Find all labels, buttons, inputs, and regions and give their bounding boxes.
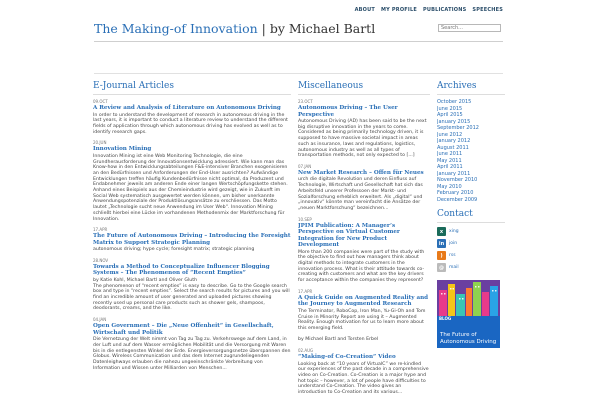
post-excerpt: Looking back at “10 years of VirtualC” we re-kindled our experiences of the past decade in a comprehensive video on Co-Creation. Co-Creation is a major hype and hot topic – however, a lot of people have difficulties to understand Co-Creation. The video gives an introduction to Co-Creation and its various... (298, 361, 429, 396)
contact-label: join (449, 241, 458, 246)
ejournal-post (93, 140, 291, 222)
post-date: 04.JAN (93, 317, 107, 323)
search-input[interactable] (438, 24, 501, 32)
post-excerpt: More than 200 companies were part of the study with the objective to find out how managers think about digital methods to integrate customers in the innovation process. What is their attitude towards co-creating with customers and what are the key drivers for acceptance within the companies they represent? (298, 249, 425, 284)
nav-publications[interactable]: PUBLICATIONS (422, 7, 467, 13)
ejournal-post (93, 99, 291, 135)
nav-about[interactable]: ABOUT (354, 7, 375, 13)
post-title-link[interactable]: “Making-of Co-Creation” Video (298, 354, 396, 361)
site-byline: by Michael Bartl (269, 21, 376, 36)
misc-column (298, 81, 430, 400)
ejournal-heading: E-Journal Articles (93, 81, 291, 95)
archive-link[interactable]: April 2011 (437, 164, 463, 170)
misc-post (298, 348, 430, 396)
post-title-link[interactable]: New Market Research – Offen für Neues (298, 169, 424, 176)
contact-linkedin[interactable] (437, 239, 505, 248)
post-title-link[interactable]: A Quick Guide on Augmented Reality and the Journey to Augmented Research (298, 294, 429, 308)
ejournal-post (93, 317, 291, 371)
archive-link[interactable]: September 2012 (437, 125, 479, 131)
archive-link[interactable]: October 2015 (437, 99, 472, 105)
linkedin-icon: in (438, 240, 445, 247)
post-date: 07.JAN (298, 163, 312, 169)
post-title-link[interactable]: Autonomous Driving – The User Perspective (298, 105, 398, 118)
promo-banner[interactable] (437, 280, 500, 348)
contact-rss[interactable] (437, 251, 505, 260)
post-title-link[interactable]: JPIM Publication: A Manager’s Perspective on Virtual Customer Integration for New Product Development (298, 222, 400, 249)
contact-mail[interactable] (437, 263, 505, 272)
post-excerpt: Die Vernetzung der Welt nimmt von Tag zu Tag zu. Verkehrswege auf dem Land, in der Luft und auf dem Wasser ermöglichen Mobilität und die Versorgung mit Waren bis in die entlegensten Winkel der Erde. Energieversorgungsnetze überspannen den Globus. Wireless Communication und das dem Internet zugrundeliegenden Datenleighways erlauben die nahezu ungeeinschränkte Verbreitung von Information und Wissen unter Milliarden von Menschen... (93, 337, 291, 371)
misc-post (298, 217, 430, 284)
site-title-main[interactable]: The Making-of Innovation (94, 21, 258, 36)
ejournal-column (93, 81, 291, 400)
post-title-link[interactable]: Innovation Mining (93, 146, 152, 153)
post-date: 02.AUG (298, 348, 314, 354)
contact-xing[interactable] (437, 227, 505, 236)
post-date: 10.SEP (298, 216, 312, 222)
misc-post (298, 99, 430, 159)
post-date: 20.JUN (93, 140, 107, 146)
top-navigation (355, 7, 503, 13)
archive-link[interactable]: January 2011 (437, 170, 471, 177)
contact-heading: Contact (437, 209, 505, 223)
nav-speeches[interactable]: SPEECHES (472, 7, 503, 13)
ejournal-post (93, 227, 291, 253)
archive-list (437, 99, 505, 203)
post-date: 09.OCT (93, 99, 108, 104)
promo-tag: BLOG (439, 316, 452, 321)
rss-icon: ) (437, 251, 446, 260)
archive-link[interactable]: April 2015 (437, 112, 463, 118)
sub-divider (94, 73, 503, 74)
archive-link[interactable]: August 2011 (437, 144, 469, 151)
misc-post (298, 164, 430, 212)
contact-label: mail (449, 265, 459, 270)
post-excerpt: by Katie Kohl, Michael Bartl and Oliver Gluth The phenomenon of “recent empties” is easy to describe. Go to the Google search box and type in “recent empties”. Select the search results for pictures and you will find an incredible amount of user generated and uploaded pictures showing recently used up personal care products such as shower gels, shampoos, deodorants, creams, and the like. (93, 277, 290, 312)
archive-link[interactable]: June 2015 (437, 105, 463, 112)
post-date: 28.NOV (93, 257, 109, 263)
nav-my-profile[interactable]: MY PROFILE (380, 7, 417, 13)
post-excerpt: In order to understand the development of research in autonomous driving in the last years, it is important to conduct a literature review to understand the different fields of application through which autonomous driving has evolved as well as to identify research gaps. (93, 112, 288, 135)
archive-link[interactable]: November 2010 (437, 177, 478, 183)
xing-icon: x (437, 227, 446, 236)
archive-link[interactable]: June 2012 (437, 131, 463, 138)
post-title-link[interactable]: Towards a Method to Conceptualize Influencer Blogging Systems – The Phenomenon of “Recent Empties” (93, 263, 270, 277)
archive-link[interactable]: February 2010 (437, 190, 474, 196)
site-title[interactable] (94, 21, 375, 36)
archive-link[interactable]: December 2009 (437, 196, 478, 203)
post-date: 17.APR (298, 288, 313, 294)
mail-icon: @ (439, 264, 444, 271)
post-excerpt: urch die digitale Revolution und deren Einfluss auf Technologie, Wirtschaft und Gesellschaft hat sich das Arbeitsfeld unserer Professoen der Markt- und Sozialforschung erheblich erweitert. Als „digital“ und „innovativ“ könnte man vereinfacht die Ansätze der „neuen Marktforschung“ bezeichnen... (298, 177, 423, 211)
misc-post (298, 289, 430, 343)
archive-link[interactable]: January 2015 (437, 118, 471, 125)
ejournal-post (93, 258, 291, 312)
title-separator: | (261, 21, 266, 36)
archive-link[interactable]: June 2011 (437, 151, 463, 157)
post-date: 23.OCT (298, 99, 313, 104)
archive-link[interactable]: May 2010 (437, 183, 462, 190)
post-excerpt: autonomous driving; hype cycle; foresight matrix; strategic planning (93, 247, 255, 253)
promo-caption: The Future of Autonomous Driving (440, 332, 497, 345)
post-title-link[interactable]: The Future of Autonomous Driving – Introducing the Foresight Matrix to Support Strategic Planning (93, 233, 291, 246)
post-excerpt: Autonomous Driving (AD) has been said to be the next big disruptive innovation in the years to come. Considered as being primarily technology driven, it is supposed to have massive societal impact in areas such as insurance, laws and regulations, logistics, autonomous industry as well as all types of transportation methods, not only expected to [...] (298, 119, 427, 159)
post-excerpt: The Terminator, RoboCop, Iron Man, Yu-Gi-Oh and Tom Cruise in Minority Report are using it – Augmented Reality. Enough motivation for us to learn more about this emerging field. by Michael Bartl and Torsten Erbel (298, 308, 426, 343)
post-title-link[interactable]: Open Government – Die „Neue Offenheit“ in Gesellschaft, Wirtschaft und Politik (93, 323, 274, 336)
contact-label: rss (449, 253, 456, 258)
post-date: 17.APR (93, 227, 108, 233)
misc-heading: Miscellaneous (298, 81, 430, 95)
post-title-link[interactable]: A Review and Analysis of Literature on Autonomous Driving (93, 105, 281, 111)
sidebar (437, 81, 505, 400)
header-divider (94, 41, 503, 42)
archive-link[interactable]: May 2011 (437, 157, 462, 164)
archives-heading: Archives (437, 81, 505, 95)
archive-link[interactable]: January 2012 (437, 138, 471, 144)
contact-label: xing (449, 229, 459, 234)
post-excerpt: Innovation Mining ist eine Web Monitoring Technologie, die eine Grundherausforderung der Innovationsentwicklung adressiert. Wie kann man das Know-how in den Entwicklungsabteilungen F&E-intensiver Branchen exogenisieren an den Bedürfnissen und Anforderungen der End-User ausrichten? Aufwändige Entwicklungen treffen häufig Kundenbedürfnisse nicht optimal, da Produzent und Endabnehmer jeweils am anderen Ende einer langen Wertschöpfungskette stehen. Anhand eines Beispiels aus der Chemieindustrie wird gezeigt, wie in Zukunft im Social Web systematisch ausgewertet werden können, um bisher unerkannte Anwendungspotenziale der Produktlösungsansätze zu erschliessen. Das Motto lautet „Technologie sucht neue Anwendung im User Web“. Innovation Mining schließt hierbei eine Lücke im vorhandenen Methodenmix der Marktforschung für Innovation. (93, 153, 288, 222)
